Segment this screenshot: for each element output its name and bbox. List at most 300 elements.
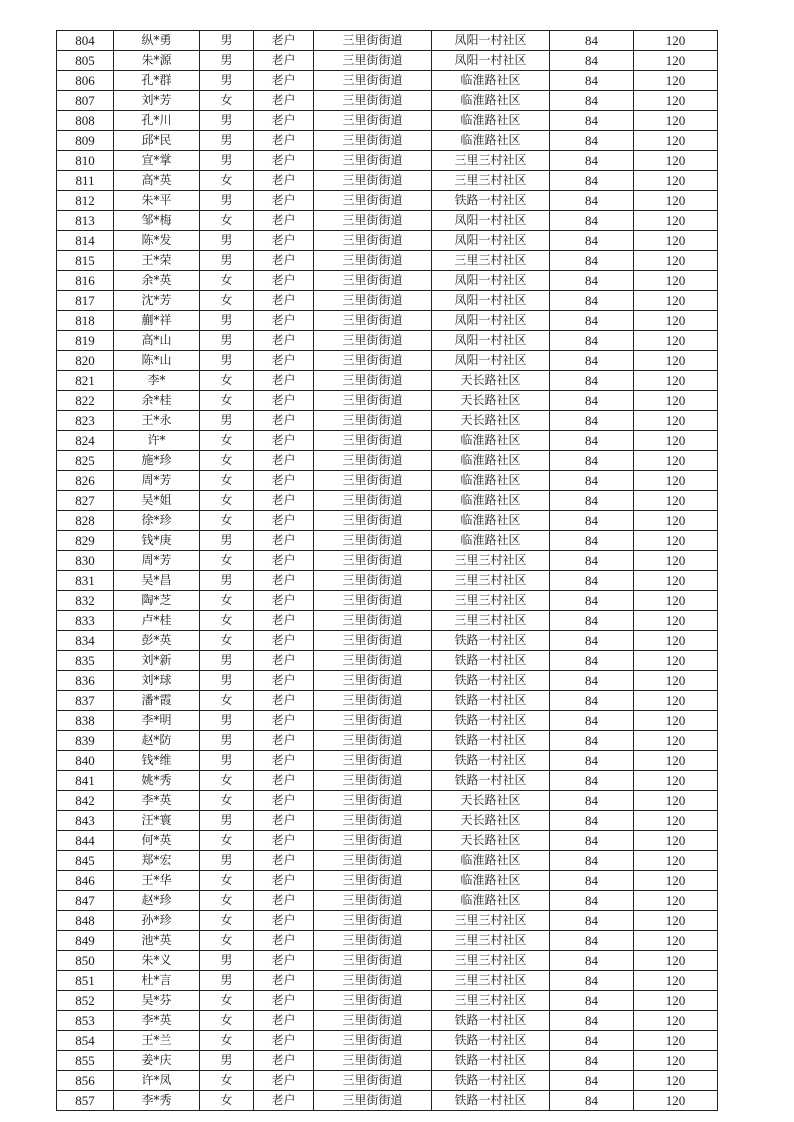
gender: 男 xyxy=(200,191,254,211)
row-number: 839 xyxy=(57,731,114,751)
street-name: 三里街街道 xyxy=(314,631,432,651)
street-name: 三里街街道 xyxy=(314,1031,432,1051)
row-number: 824 xyxy=(57,431,114,451)
table-row xyxy=(57,131,718,151)
gender: 女 xyxy=(200,511,254,531)
person-name: 赵*防 xyxy=(114,731,200,751)
row-number: 841 xyxy=(57,771,114,791)
street-name: 三里街街道 xyxy=(314,751,432,771)
street-name: 三里街街道 xyxy=(314,851,432,871)
gender: 女 xyxy=(200,991,254,1011)
street-name: 三里街街道 xyxy=(314,251,432,271)
community-name: 三里三村社区 xyxy=(432,151,550,171)
community-name: 临淮路社区 xyxy=(432,431,550,451)
street-name: 三里街街道 xyxy=(314,991,432,1011)
amount-a: 84 xyxy=(550,271,634,291)
table-row xyxy=(57,471,718,491)
amount-b: 120 xyxy=(634,491,718,511)
household-type: 老户 xyxy=(254,211,314,231)
household-type: 老户 xyxy=(254,911,314,931)
gender: 男 xyxy=(200,711,254,731)
community-name: 三里三村社区 xyxy=(432,951,550,971)
amount-a: 84 xyxy=(550,471,634,491)
street-name: 三里街街道 xyxy=(314,871,432,891)
community-name: 铁路一村社区 xyxy=(432,691,550,711)
gender: 男 xyxy=(200,231,254,251)
person-name: 赵*珍 xyxy=(114,891,200,911)
table-row xyxy=(57,811,718,831)
table-row xyxy=(57,291,718,311)
row-number: 837 xyxy=(57,691,114,711)
gender: 女 xyxy=(200,631,254,651)
gender: 女 xyxy=(200,591,254,611)
table-row xyxy=(57,931,718,951)
gender: 男 xyxy=(200,651,254,671)
row-number: 818 xyxy=(57,311,114,331)
community-name: 凤阳一村社区 xyxy=(432,31,550,51)
row-number: 855 xyxy=(57,1051,114,1071)
household-type: 老户 xyxy=(254,451,314,471)
street-name: 三里街街道 xyxy=(314,811,432,831)
person-name: 李*秀 xyxy=(114,1091,200,1111)
street-name: 三里街街道 xyxy=(314,371,432,391)
amount-b: 120 xyxy=(634,311,718,331)
gender: 男 xyxy=(200,71,254,91)
gender: 女 xyxy=(200,171,254,191)
amount-a: 84 xyxy=(550,111,634,131)
person-name: 吴*姐 xyxy=(114,491,200,511)
community-name: 天长路社区 xyxy=(432,831,550,851)
gender: 女 xyxy=(200,431,254,451)
table-row xyxy=(57,151,718,171)
amount-a: 84 xyxy=(550,251,634,271)
street-name: 三里街街道 xyxy=(314,771,432,791)
amount-b: 120 xyxy=(634,271,718,291)
amount-b: 120 xyxy=(634,351,718,371)
household-type: 老户 xyxy=(254,111,314,131)
community-name: 临淮路社区 xyxy=(432,471,550,491)
amount-a: 84 xyxy=(550,31,634,51)
amount-b: 120 xyxy=(634,691,718,711)
household-type: 老户 xyxy=(254,791,314,811)
street-name: 三里街街道 xyxy=(314,691,432,711)
street-name: 三里街街道 xyxy=(314,551,432,571)
row-number: 832 xyxy=(57,591,114,611)
amount-b: 120 xyxy=(634,731,718,751)
row-number: 834 xyxy=(57,631,114,651)
amount-a: 84 xyxy=(550,931,634,951)
community-name: 凤阳一村社区 xyxy=(432,311,550,331)
amount-b: 120 xyxy=(634,371,718,391)
row-number: 848 xyxy=(57,911,114,931)
amount-b: 120 xyxy=(634,591,718,611)
street-name: 三里街街道 xyxy=(314,31,432,51)
household-type: 老户 xyxy=(254,371,314,391)
row-number: 816 xyxy=(57,271,114,291)
amount-b: 120 xyxy=(634,231,718,251)
community-name: 天长路社区 xyxy=(432,371,550,391)
person-name: 许* xyxy=(114,431,200,451)
person-name: 周*芳 xyxy=(114,551,200,571)
amount-b: 120 xyxy=(634,171,718,191)
table-row xyxy=(57,391,718,411)
table-row xyxy=(57,51,718,71)
person-name: 李*明 xyxy=(114,711,200,731)
community-name: 铁路一村社区 xyxy=(432,671,550,691)
gender: 男 xyxy=(200,411,254,431)
amount-b: 120 xyxy=(634,1031,718,1051)
household-type: 老户 xyxy=(254,71,314,91)
household-type: 老户 xyxy=(254,591,314,611)
gender: 男 xyxy=(200,331,254,351)
person-name: 吴*芬 xyxy=(114,991,200,1011)
table-row xyxy=(57,171,718,191)
amount-b: 120 xyxy=(634,71,718,91)
table-row xyxy=(57,731,718,751)
household-type: 老户 xyxy=(254,651,314,671)
street-name: 三里街街道 xyxy=(314,331,432,351)
household-type: 老户 xyxy=(254,971,314,991)
amount-b: 120 xyxy=(634,891,718,911)
row-number: 852 xyxy=(57,991,114,1011)
street-name: 三里街街道 xyxy=(314,191,432,211)
household-type: 老户 xyxy=(254,51,314,71)
row-number: 854 xyxy=(57,1031,114,1051)
community-name: 天长路社区 xyxy=(432,391,550,411)
household-type: 老户 xyxy=(254,491,314,511)
household-type: 老户 xyxy=(254,731,314,751)
gender: 女 xyxy=(200,551,254,571)
community-name: 天长路社区 xyxy=(432,411,550,431)
street-name: 三里街街道 xyxy=(314,351,432,371)
table-row xyxy=(57,891,718,911)
person-name: 卢*桂 xyxy=(114,611,200,631)
household-type: 老户 xyxy=(254,251,314,271)
household-type: 老户 xyxy=(254,751,314,771)
amount-a: 84 xyxy=(550,391,634,411)
street-name: 三里街街道 xyxy=(314,531,432,551)
household-type: 老户 xyxy=(254,231,314,251)
table-row xyxy=(57,971,718,991)
gender: 男 xyxy=(200,951,254,971)
person-name: 潘*霞 xyxy=(114,691,200,711)
gender: 男 xyxy=(200,1051,254,1071)
household-type: 老户 xyxy=(254,811,314,831)
gender: 女 xyxy=(200,1091,254,1111)
amount-a: 84 xyxy=(550,1031,634,1051)
household-type: 老户 xyxy=(254,1071,314,1091)
amount-a: 84 xyxy=(550,71,634,91)
table-row xyxy=(57,411,718,431)
gender: 女 xyxy=(200,911,254,931)
row-number: 846 xyxy=(57,871,114,891)
amount-b: 120 xyxy=(634,951,718,971)
row-number: 804 xyxy=(57,31,114,51)
household-type: 老户 xyxy=(254,551,314,571)
household-type: 老户 xyxy=(254,631,314,651)
roster-body xyxy=(57,31,718,1111)
community-name: 临淮路社区 xyxy=(432,131,550,151)
amount-b: 120 xyxy=(634,751,718,771)
street-name: 三里街街道 xyxy=(314,111,432,131)
person-name: 余*桂 xyxy=(114,391,200,411)
street-name: 三里街街道 xyxy=(314,131,432,151)
person-name: 刘*芳 xyxy=(114,91,200,111)
row-number: 840 xyxy=(57,751,114,771)
street-name: 三里街街道 xyxy=(314,611,432,631)
person-name: 杜*言 xyxy=(114,971,200,991)
amount-b: 120 xyxy=(634,611,718,631)
street-name: 三里街街道 xyxy=(314,651,432,671)
gender: 女 xyxy=(200,871,254,891)
amount-b: 120 xyxy=(634,551,718,571)
gender: 女 xyxy=(200,371,254,391)
street-name: 三里街街道 xyxy=(314,91,432,111)
table-row xyxy=(57,1071,718,1091)
gender: 男 xyxy=(200,311,254,331)
street-name: 三里街街道 xyxy=(314,451,432,471)
person-name: 施*珍 xyxy=(114,451,200,471)
person-name: 钱*庚 xyxy=(114,531,200,551)
community-name: 凤阳一村社区 xyxy=(432,211,550,231)
amount-a: 84 xyxy=(550,571,634,591)
table-row xyxy=(57,991,718,1011)
amount-b: 120 xyxy=(634,1011,718,1031)
community-name: 铁路一村社区 xyxy=(432,771,550,791)
table-row xyxy=(57,211,718,231)
gender: 女 xyxy=(200,831,254,851)
household-type: 老户 xyxy=(254,1091,314,1111)
amount-b: 120 xyxy=(634,1091,718,1111)
row-number: 825 xyxy=(57,451,114,471)
table-row xyxy=(57,671,718,691)
community-name: 临淮路社区 xyxy=(432,111,550,131)
row-number: 819 xyxy=(57,331,114,351)
gender: 男 xyxy=(200,971,254,991)
person-name: 刘*球 xyxy=(114,671,200,691)
amount-b: 120 xyxy=(634,631,718,651)
gender: 女 xyxy=(200,211,254,231)
amount-a: 84 xyxy=(550,971,634,991)
row-number: 833 xyxy=(57,611,114,631)
amount-a: 84 xyxy=(550,671,634,691)
gender: 女 xyxy=(200,471,254,491)
community-name: 三里三村社区 xyxy=(432,591,550,611)
row-number: 850 xyxy=(57,951,114,971)
street-name: 三里街街道 xyxy=(314,1011,432,1031)
amount-a: 84 xyxy=(550,51,634,71)
household-type: 老户 xyxy=(254,151,314,171)
street-name: 三里街街道 xyxy=(314,311,432,331)
person-name: 宣*掌 xyxy=(114,151,200,171)
community-name: 铁路一村社区 xyxy=(432,751,550,771)
community-name: 三里三村社区 xyxy=(432,911,550,931)
table-row xyxy=(57,371,718,391)
gender: 男 xyxy=(200,851,254,871)
amount-a: 84 xyxy=(550,551,634,571)
amount-a: 84 xyxy=(550,811,634,831)
table-row xyxy=(57,571,718,591)
row-number: 844 xyxy=(57,831,114,851)
amount-b: 120 xyxy=(634,931,718,951)
person-name: 孙*珍 xyxy=(114,911,200,931)
household-type: 老户 xyxy=(254,851,314,871)
street-name: 三里街街道 xyxy=(314,271,432,291)
gender: 男 xyxy=(200,351,254,371)
person-name: 陈*山 xyxy=(114,351,200,371)
community-name: 三里三村社区 xyxy=(432,991,550,1011)
community-name: 铁路一村社区 xyxy=(432,651,550,671)
person-name: 李*英 xyxy=(114,1011,200,1031)
person-name: 孔*川 xyxy=(114,111,200,131)
row-number: 849 xyxy=(57,931,114,951)
person-name: 彭*英 xyxy=(114,631,200,651)
table-row xyxy=(57,611,718,631)
amount-b: 120 xyxy=(634,411,718,431)
gender: 女 xyxy=(200,91,254,111)
community-name: 三里三村社区 xyxy=(432,551,550,571)
household-type: 老户 xyxy=(254,711,314,731)
street-name: 三里街街道 xyxy=(314,731,432,751)
amount-a: 84 xyxy=(550,91,634,111)
person-name: 姚*秀 xyxy=(114,771,200,791)
street-name: 三里街街道 xyxy=(314,411,432,431)
household-type: 老户 xyxy=(254,831,314,851)
row-number: 817 xyxy=(57,291,114,311)
person-name: 王*华 xyxy=(114,871,200,891)
community-name: 临淮路社区 xyxy=(432,531,550,551)
amount-a: 84 xyxy=(550,631,634,651)
household-type: 老户 xyxy=(254,431,314,451)
household-type: 老户 xyxy=(254,1011,314,1031)
person-name: 孔*群 xyxy=(114,71,200,91)
household-type: 老户 xyxy=(254,571,314,591)
gender: 女 xyxy=(200,691,254,711)
person-name: 朱*源 xyxy=(114,51,200,71)
table-row xyxy=(57,831,718,851)
street-name: 三里街街道 xyxy=(314,791,432,811)
table-row xyxy=(57,511,718,531)
community-name: 临淮路社区 xyxy=(432,511,550,531)
row-number: 807 xyxy=(57,91,114,111)
amount-a: 84 xyxy=(550,871,634,891)
person-name: 徐*珍 xyxy=(114,511,200,531)
person-name: 朱*平 xyxy=(114,191,200,211)
amount-a: 84 xyxy=(550,791,634,811)
amount-b: 120 xyxy=(634,291,718,311)
row-number: 811 xyxy=(57,171,114,191)
community-name: 凤阳一村社区 xyxy=(432,51,550,71)
community-name: 铁路一村社区 xyxy=(432,1051,550,1071)
community-name: 铁路一村社区 xyxy=(432,191,550,211)
street-name: 三里街街道 xyxy=(314,391,432,411)
street-name: 三里街街道 xyxy=(314,511,432,531)
person-name: 许*凤 xyxy=(114,1071,200,1091)
row-number: 813 xyxy=(57,211,114,231)
household-type: 老户 xyxy=(254,351,314,371)
table-row xyxy=(57,531,718,551)
gender: 男 xyxy=(200,671,254,691)
table-row xyxy=(57,451,718,471)
person-name: 姜*庆 xyxy=(114,1051,200,1071)
table-row xyxy=(57,551,718,571)
amount-a: 84 xyxy=(550,611,634,631)
amount-a: 84 xyxy=(550,1091,634,1111)
amount-a: 84 xyxy=(550,1051,634,1071)
gender: 男 xyxy=(200,731,254,751)
household-type: 老户 xyxy=(254,771,314,791)
person-name: 余*英 xyxy=(114,271,200,291)
amount-a: 84 xyxy=(550,951,634,971)
amount-a: 84 xyxy=(550,531,634,551)
gender: 女 xyxy=(200,271,254,291)
street-name: 三里街街道 xyxy=(314,71,432,91)
street-name: 三里街街道 xyxy=(314,931,432,951)
household-type: 老户 xyxy=(254,531,314,551)
amount-b: 120 xyxy=(634,671,718,691)
street-name: 三里街街道 xyxy=(314,151,432,171)
person-name: 王*永 xyxy=(114,411,200,431)
gender: 女 xyxy=(200,931,254,951)
street-name: 三里街街道 xyxy=(314,831,432,851)
amount-a: 84 xyxy=(550,891,634,911)
street-name: 三里街街道 xyxy=(314,491,432,511)
person-name: 郑*宏 xyxy=(114,851,200,871)
household-type: 老户 xyxy=(254,271,314,291)
amount-b: 120 xyxy=(634,451,718,471)
amount-a: 84 xyxy=(550,151,634,171)
community-name: 临淮路社区 xyxy=(432,851,550,871)
community-name: 铁路一村社区 xyxy=(432,631,550,651)
community-name: 凤阳一村社区 xyxy=(432,351,550,371)
amount-a: 84 xyxy=(550,431,634,451)
table-row xyxy=(57,711,718,731)
community-name: 铁路一村社区 xyxy=(432,1091,550,1111)
community-name: 三里三村社区 xyxy=(432,571,550,591)
gender: 男 xyxy=(200,811,254,831)
table-row xyxy=(57,311,718,331)
amount-b: 120 xyxy=(634,791,718,811)
street-name: 三里街街道 xyxy=(314,171,432,191)
household-type: 老户 xyxy=(254,391,314,411)
row-number: 853 xyxy=(57,1011,114,1031)
amount-a: 84 xyxy=(550,731,634,751)
gender: 男 xyxy=(200,51,254,71)
street-name: 三里街街道 xyxy=(314,51,432,71)
person-name: 邱*民 xyxy=(114,131,200,151)
table-row xyxy=(57,631,718,651)
table-row xyxy=(57,791,718,811)
amount-b: 120 xyxy=(634,331,718,351)
person-name: 邹*梅 xyxy=(114,211,200,231)
amount-a: 84 xyxy=(550,311,634,331)
row-number: 809 xyxy=(57,131,114,151)
person-name: 李* xyxy=(114,371,200,391)
table-row xyxy=(57,591,718,611)
amount-b: 120 xyxy=(634,1051,718,1071)
table-row xyxy=(57,191,718,211)
table-row xyxy=(57,71,718,91)
community-name: 三里三村社区 xyxy=(432,611,550,631)
amount-b: 120 xyxy=(634,191,718,211)
row-number: 830 xyxy=(57,551,114,571)
table-row xyxy=(57,271,718,291)
street-name: 三里街街道 xyxy=(314,231,432,251)
person-name: 陶*芝 xyxy=(114,591,200,611)
amount-a: 84 xyxy=(550,851,634,871)
row-number: 805 xyxy=(57,51,114,71)
gender: 女 xyxy=(200,451,254,471)
